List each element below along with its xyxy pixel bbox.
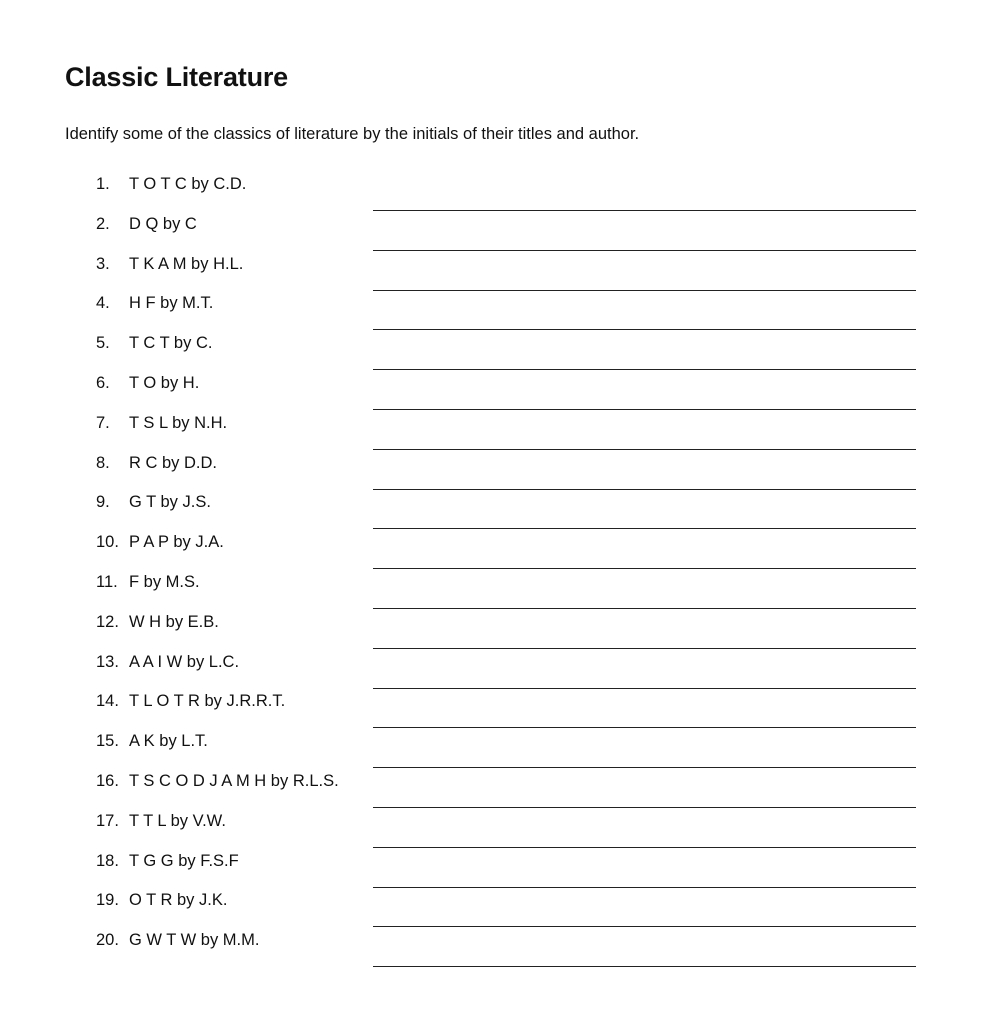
question-clue: T O by H. <box>129 374 200 392</box>
question-item <box>96 173 246 195</box>
question-clue: T O T C by C.D. <box>129 175 247 193</box>
question-item <box>96 929 259 951</box>
answer-line[interactable] <box>373 807 916 808</box>
question-clue: H F by M.T. <box>129 294 214 313</box>
question-clue: T S C O D J A M H by R.L.S. <box>129 772 339 790</box>
answer-line[interactable] <box>373 966 916 967</box>
answer-line[interactable] <box>373 210 916 211</box>
question-number: 7. <box>96 413 110 432</box>
question-clue: W H by E.B. <box>129 612 219 631</box>
answer-line[interactable] <box>373 528 916 529</box>
answer-line[interactable] <box>373 847 916 848</box>
question-number: 9. <box>96 493 110 512</box>
answer-line[interactable] <box>373 568 916 569</box>
question-number: 10. <box>96 533 119 552</box>
question-number: 19. <box>96 891 119 910</box>
answer-line[interactable] <box>373 688 916 689</box>
question-number: 5. <box>96 334 110 353</box>
question-item <box>96 213 197 235</box>
question-number: 14. <box>96 692 119 711</box>
question-item <box>96 253 243 275</box>
question-clue: G T by J.S. <box>129 493 211 512</box>
question-number: 20. <box>96 931 119 950</box>
question-item <box>96 651 239 673</box>
question-item <box>96 850 239 872</box>
question-item <box>96 292 213 314</box>
question-item <box>96 491 211 513</box>
question-item <box>96 810 226 832</box>
question-number: 3. <box>96 254 110 273</box>
question-clue: P A P by J.A. <box>129 533 224 552</box>
answer-line[interactable] <box>373 926 916 927</box>
question-clue: T C T by C. <box>129 334 213 353</box>
question-clue: T T L by V.W. <box>129 811 226 830</box>
question-number: 2. <box>96 214 110 233</box>
question-item <box>96 332 212 354</box>
question-clue: T K A M by H.L. <box>129 254 244 273</box>
question-clue: F by M.S. <box>129 573 200 591</box>
answer-line[interactable] <box>373 290 916 291</box>
question-item <box>96 412 227 434</box>
answer-line[interactable] <box>373 767 916 768</box>
answer-line[interactable] <box>373 727 916 728</box>
question-number: 11. <box>96 573 118 591</box>
question-number: 13. <box>96 652 119 671</box>
question-item <box>96 452 217 474</box>
question-number: 4. <box>96 294 110 313</box>
answer-line[interactable] <box>373 329 916 330</box>
question-clue: O T R by J.K. <box>129 891 228 910</box>
answer-line[interactable] <box>373 608 916 609</box>
answer-line[interactable] <box>373 369 916 370</box>
question-clue: T L O T R by J.R.R.T. <box>129 692 286 711</box>
answer-line[interactable] <box>373 887 916 888</box>
page-title: Classic Literature <box>65 62 288 92</box>
answer-line[interactable] <box>373 250 916 251</box>
answer-line[interactable] <box>373 409 916 410</box>
question-clue: A K by L.T. <box>129 732 208 751</box>
question-item <box>96 531 224 553</box>
question-clue: T G G by F.S.F <box>129 851 239 870</box>
question-number: 12. <box>96 612 119 631</box>
question-item <box>96 571 200 593</box>
question-clue: D Q by C <box>129 214 197 233</box>
instructions-text: Identify some of the classics of literature by the initials of their titles and author. <box>65 125 640 143</box>
question-item <box>96 770 339 792</box>
question-clue: T S L by N.H. <box>129 413 228 432</box>
answer-line[interactable] <box>373 489 916 490</box>
question-number: 1. <box>96 175 110 193</box>
question-item <box>96 611 219 633</box>
question-item <box>96 889 227 911</box>
question-number: 8. <box>96 453 110 472</box>
question-number: 15. <box>96 732 119 751</box>
question-number: 16. <box>96 772 119 790</box>
question-number: 6. <box>96 374 110 392</box>
question-number: 18. <box>96 851 119 870</box>
question-item <box>96 690 285 712</box>
question-item <box>96 730 208 752</box>
question-clue: R C by D.D. <box>129 453 218 472</box>
answer-line[interactable] <box>373 648 916 649</box>
question-clue: G W T W by M.M. <box>129 931 260 950</box>
question-item <box>96 372 199 394</box>
question-clue: A A I W by L.C. <box>129 652 240 671</box>
question-number: 17. <box>96 811 119 830</box>
answer-line[interactable] <box>373 449 916 450</box>
